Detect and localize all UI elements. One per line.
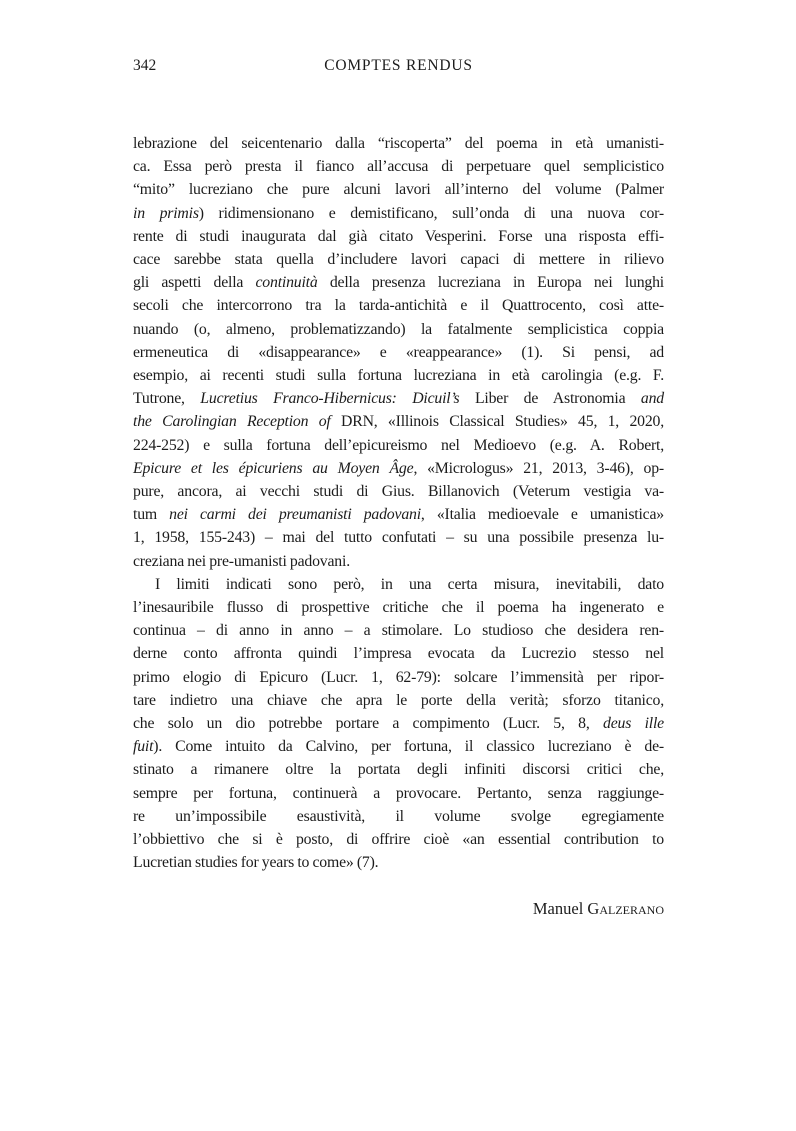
text-line: [133, 550, 664, 573]
italic-text-run: in primis: [133, 204, 199, 222]
text-line: [133, 503, 664, 526]
text-run: che solo un dio potrebbe portare a compimento (Lucr. 5, 8,: [133, 715, 604, 733]
italic-text-run: and: [640, 390, 664, 408]
text-run: l’obbiettivo che si è posto, di offrire cioè «an essential contribution to: [133, 831, 664, 849]
text-line: [133, 526, 664, 549]
text-line: [133, 712, 664, 735]
text-line: [133, 202, 664, 225]
text-run: ) ridimensionano e demistificano, sull’onda di una nuova cor-: [198, 204, 664, 222]
italic-text-run: fuit: [133, 738, 154, 756]
text-line: [133, 155, 664, 178]
text-run: rente di studi inaugurata dal già citato Vesperini. Forse una risposta effi-: [133, 227, 664, 245]
text-run: , «Italia medioevale e umanistica»: [420, 506, 664, 524]
text-run: derne conto affronta quindi l’impresa evocata da Lucrezio stesso nel: [133, 645, 664, 663]
text-line: [133, 758, 664, 781]
text-run: tare indietro una chiave che apra le porte della verità; sforzo titanico,: [133, 691, 664, 709]
text-run: tum: [133, 506, 170, 524]
italic-text-run: Epicure et les épicuriens au Moyen Âge: [133, 459, 414, 477]
text-line: [133, 410, 664, 433]
text-run: nuando (o, almeno, problematizzando) la fatalmente semplicistica coppia: [133, 320, 664, 338]
text-run: ca. Essa però presta il fianco all’accusa di perpetuare quel semplicistico: [133, 158, 664, 176]
text-line: [133, 178, 664, 201]
reviewer-given-name: Manuel: [532, 898, 588, 918]
page-number: 342: [133, 57, 157, 74]
page-header: [133, 56, 664, 76]
text-line: [133, 364, 664, 387]
text-run: , «Micrologus» 21, 2013, 3-46), op-: [413, 459, 664, 477]
text-line: [133, 132, 664, 155]
paragraph: [133, 132, 664, 573]
text-run: cace sarebbe stata quella d’includere lavori capaci di mettere in rilievo: [133, 251, 664, 269]
paragraph: [133, 573, 664, 875]
text-run: continua – di anno in anno – a stimolare. Lo studioso che desidera ren-: [133, 622, 664, 640]
text-line: [133, 851, 664, 874]
text-line: [133, 248, 664, 271]
text-line: [133, 735, 664, 758]
text-run: sempre per fortuna, continuerà a provocare. Pertanto, senza raggiunge-: [133, 784, 664, 802]
italic-text-run: deus ille: [603, 715, 664, 733]
text-line: [133, 642, 664, 665]
text-line: [133, 828, 664, 851]
text-line: [133, 387, 664, 410]
text-run: gli aspetti della: [133, 274, 256, 292]
text-line: [133, 689, 664, 712]
text-run: DRN, «Illinois Classical Studies» 45, 1, 2020,: [330, 413, 664, 431]
text-run: I limiti indicati sono però, in una certa misura, inevitabili, dato: [155, 575, 664, 593]
text-run: 224-252) e sulla fortuna dell’epicureismo nel Medioevo (e.g. A. Robert,: [133, 436, 664, 454]
text-line: [133, 318, 664, 341]
text-line: [133, 666, 664, 689]
text-line: [133, 457, 664, 480]
text-run: re un’impossibile esaustività, il volume svolge egregiamente: [133, 807, 664, 825]
text-run: secoli che intercorrono tra la tarda-antichità e il Quattrocento, così atte-: [133, 297, 664, 315]
italic-text-run: continuità: [255, 274, 318, 292]
text-run: lebrazione del seicentenario dalla “riscoperta” del poema in età umanisti-: [133, 135, 664, 152]
text-run: Lucretian studies for years to come» (7).: [133, 854, 379, 872]
italic-text-run: Lucretius Franco-Hibernicus: Dicuil’s: [200, 390, 460, 408]
text-line: [133, 480, 664, 503]
running-head: COMPTES RENDUS: [324, 57, 473, 74]
text-line: [133, 271, 664, 294]
text-run: esempio, ai recenti studi sulla fortuna lucreziana in età carolingia (e.g. F.: [133, 367, 664, 385]
text-run: stinato a rimanere oltre la portata degli infiniti discorsi critici che,: [133, 761, 664, 779]
reviewer-family-name: Galzerano: [587, 898, 664, 918]
text-run: della presenza lucreziana in Europa nei lunghi: [317, 274, 664, 292]
italic-text-run: the Carolingian Reception of: [133, 413, 331, 431]
text-run: Liber de Astronomia: [459, 390, 641, 408]
text-line: [133, 341, 664, 364]
text-run: “mito” lucreziano che pure alcuni lavori all’interno del volume (Palmer: [133, 181, 664, 199]
text-line: [133, 805, 664, 828]
text-line: [133, 573, 664, 596]
reviewer-signature: [133, 897, 664, 920]
text-run: pure, ancora, ai vecchi studi di Gius. Billanovich (Veterum vestigia va-: [133, 483, 664, 501]
text-line: [133, 294, 664, 317]
text-line: [133, 225, 664, 248]
text-run: 1, 1958, 155-243) – mai del tutto confutati – su una possibile presenza lu-: [133, 529, 664, 547]
text-run: l’inesauribile flusso di prospettive critiche che il poema ha ingenerato e: [133, 599, 664, 617]
text-line: [133, 434, 664, 457]
text-run: ). Come intuito da Calvino, per fortuna, il classico lucreziano è de-: [153, 738, 664, 756]
italic-text-run: nei carmi dei preumanisti padovani: [169, 506, 421, 524]
review-body: [133, 132, 664, 920]
text-line: [133, 782, 664, 805]
text-run: creziana nei pre-umanisti padovani.: [133, 552, 350, 570]
text-line: [133, 596, 664, 619]
text-run: ermeneutica di «disappearance» e «reappearance» (1). Si pensi, ad: [133, 343, 664, 361]
text-line: [133, 619, 664, 642]
text-run: Tutrone,: [133, 390, 201, 408]
text-run: primo elogio di Epicuro (Lucr. 1, 62-79): solcare l’immensità per ripor-: [133, 668, 664, 686]
